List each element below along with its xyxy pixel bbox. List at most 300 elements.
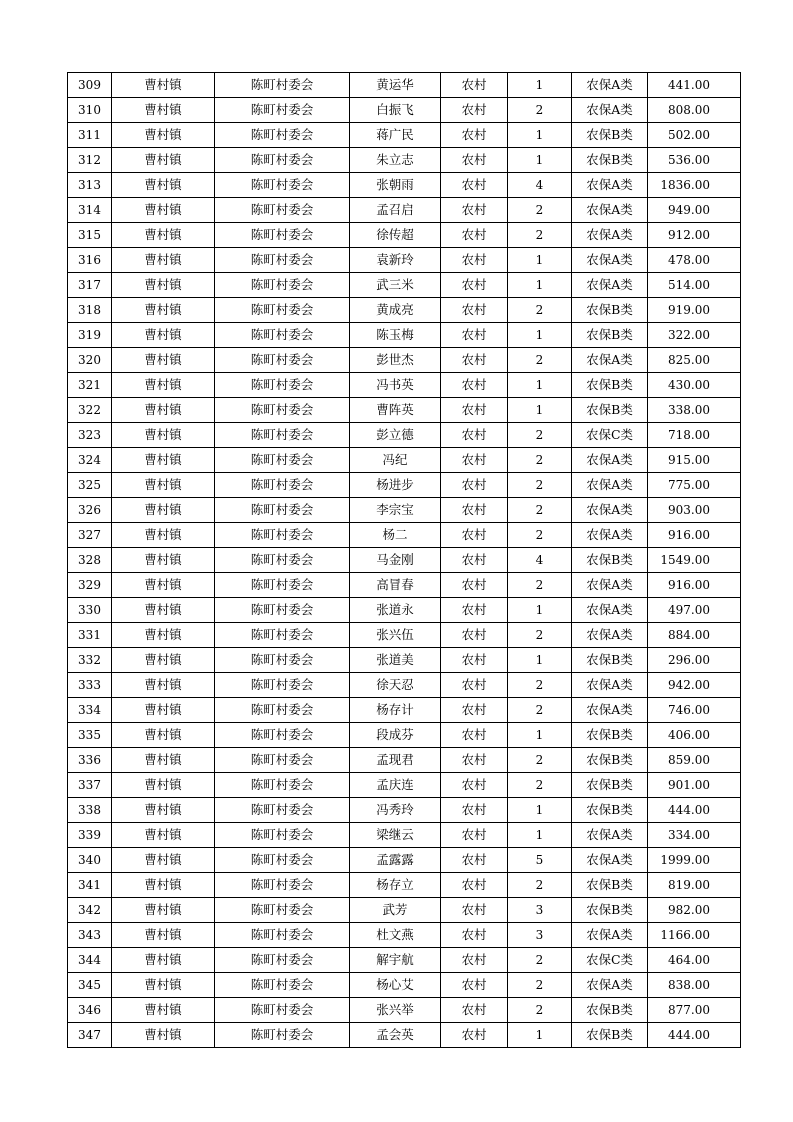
insurance-category-cell: 农保A类 — [572, 823, 648, 848]
recipient-name-cell: 孟现君 — [350, 748, 441, 773]
table-row — [68, 348, 741, 373]
recipient-name-cell: 孟会英 — [350, 1023, 441, 1048]
insurance-category-cell: 农保A类 — [572, 698, 648, 723]
household-size-cell: 2 — [508, 448, 572, 473]
row-number-cell: 314 — [68, 198, 112, 223]
insurance-category-cell: 农保B类 — [572, 373, 648, 398]
recipient-name-cell: 陈玉梅 — [350, 323, 441, 348]
recipient-name-cell: 黄运华 — [350, 73, 441, 98]
row-number-cell: 309 — [68, 73, 112, 98]
household-size-cell: 2 — [508, 198, 572, 223]
household-type-cell: 农村 — [441, 898, 508, 923]
table-row — [68, 948, 741, 973]
township-cell: 曹村镇 — [112, 73, 215, 98]
row-number-cell: 310 — [68, 98, 112, 123]
table-row — [68, 848, 741, 873]
row-number-cell: 331 — [68, 623, 112, 648]
amount-cell: 859.00 — [648, 748, 741, 773]
amount-cell: 478.00 — [648, 248, 741, 273]
amount-cell: 942.00 — [648, 673, 741, 698]
township-cell: 曹村镇 — [112, 448, 215, 473]
household-size-cell: 1 — [508, 73, 572, 98]
insurance-category-cell: 农保A类 — [572, 573, 648, 598]
township-cell: 曹村镇 — [112, 723, 215, 748]
insurance-category-cell: 农保A类 — [572, 473, 648, 498]
amount-cell: 322.00 — [648, 323, 741, 348]
amount-cell: 903.00 — [648, 498, 741, 523]
township-cell: 曹村镇 — [112, 773, 215, 798]
household-type-cell: 农村 — [441, 648, 508, 673]
insurance-category-cell: 农保A类 — [572, 198, 648, 223]
insurance-category-cell: 农保A类 — [572, 923, 648, 948]
household-type-cell: 农村 — [441, 473, 508, 498]
household-type-cell: 农村 — [441, 98, 508, 123]
table-row — [68, 573, 741, 598]
recipient-name-cell: 徐传超 — [350, 223, 441, 248]
insurance-category-cell: 农保B类 — [572, 148, 648, 173]
village-committee-cell: 陈町村委会 — [215, 398, 350, 423]
township-cell: 曹村镇 — [112, 598, 215, 623]
row-number-cell: 326 — [68, 498, 112, 523]
household-size-cell: 2 — [508, 948, 572, 973]
recipient-name-cell: 武三米 — [350, 273, 441, 298]
table-row — [68, 598, 741, 623]
row-number-cell: 347 — [68, 1023, 112, 1048]
row-number-cell: 316 — [68, 248, 112, 273]
township-cell: 曹村镇 — [112, 148, 215, 173]
amount-cell: 464.00 — [648, 948, 741, 973]
recipient-name-cell: 孟召启 — [350, 198, 441, 223]
village-committee-cell: 陈町村委会 — [215, 548, 350, 573]
recipient-name-cell: 冯秀玲 — [350, 798, 441, 823]
insurance-category-cell: 农保B类 — [572, 298, 648, 323]
village-committee-cell: 陈町村委会 — [215, 173, 350, 198]
amount-cell: 430.00 — [648, 373, 741, 398]
amount-cell: 1549.00 — [648, 548, 741, 573]
row-number-cell: 318 — [68, 298, 112, 323]
insurance-category-cell: 农保A类 — [572, 498, 648, 523]
relief-roster-table — [67, 72, 741, 1048]
insurance-category-cell: 农保B类 — [572, 798, 648, 823]
village-committee-cell: 陈町村委会 — [215, 673, 350, 698]
household-type-cell: 农村 — [441, 698, 508, 723]
household-type-cell: 农村 — [441, 298, 508, 323]
amount-cell: 901.00 — [648, 773, 741, 798]
household-type-cell: 农村 — [441, 973, 508, 998]
insurance-category-cell: 农保B类 — [572, 873, 648, 898]
table-row — [68, 798, 741, 823]
row-number-cell: 323 — [68, 423, 112, 448]
village-committee-cell: 陈町村委会 — [215, 273, 350, 298]
village-committee-cell: 陈町村委会 — [215, 948, 350, 973]
household-size-cell: 3 — [508, 923, 572, 948]
village-committee-cell: 陈町村委会 — [215, 598, 350, 623]
row-number-cell: 324 — [68, 448, 112, 473]
township-cell: 曹村镇 — [112, 648, 215, 673]
insurance-category-cell: 农保A类 — [572, 73, 648, 98]
table-row — [68, 323, 741, 348]
insurance-category-cell: 农保A类 — [572, 448, 648, 473]
household-size-cell: 1 — [508, 323, 572, 348]
village-committee-cell: 陈町村委会 — [215, 323, 350, 348]
household-size-cell: 1 — [508, 273, 572, 298]
household-size-cell: 2 — [508, 998, 572, 1023]
table-row — [68, 173, 741, 198]
recipient-name-cell: 冯纪 — [350, 448, 441, 473]
recipient-name-cell: 蒋广民 — [350, 123, 441, 148]
village-committee-cell: 陈町村委会 — [215, 348, 350, 373]
household-size-cell: 1 — [508, 823, 572, 848]
table-row — [68, 723, 741, 748]
row-number-cell: 344 — [68, 948, 112, 973]
amount-cell: 838.00 — [648, 973, 741, 998]
household-type-cell: 农村 — [441, 523, 508, 548]
insurance-category-cell: 农保C类 — [572, 948, 648, 973]
township-cell: 曹村镇 — [112, 1023, 215, 1048]
village-committee-cell: 陈町村委会 — [215, 198, 350, 223]
township-cell: 曹村镇 — [112, 523, 215, 548]
insurance-category-cell: 农保C类 — [572, 423, 648, 448]
household-type-cell: 农村 — [441, 948, 508, 973]
insurance-category-cell: 农保A类 — [572, 273, 648, 298]
household-size-cell: 2 — [508, 523, 572, 548]
village-committee-cell: 陈町村委会 — [215, 298, 350, 323]
township-cell: 曹村镇 — [112, 798, 215, 823]
household-size-cell: 1 — [508, 798, 572, 823]
household-type-cell: 农村 — [441, 198, 508, 223]
amount-cell: 775.00 — [648, 473, 741, 498]
recipient-name-cell: 彭世杰 — [350, 348, 441, 373]
row-number-cell: 334 — [68, 698, 112, 723]
recipient-name-cell: 冯书英 — [350, 373, 441, 398]
village-committee-cell: 陈町村委会 — [215, 923, 350, 948]
table-row — [68, 298, 741, 323]
township-cell: 曹村镇 — [112, 623, 215, 648]
amount-cell: 746.00 — [648, 698, 741, 723]
table-row — [68, 223, 741, 248]
household-type-cell: 农村 — [441, 823, 508, 848]
row-number-cell: 346 — [68, 998, 112, 1023]
township-cell: 曹村镇 — [112, 123, 215, 148]
recipient-name-cell: 朱立志 — [350, 148, 441, 173]
table-row — [68, 498, 741, 523]
village-committee-cell: 陈町村委会 — [215, 573, 350, 598]
recipient-name-cell: 杨存计 — [350, 698, 441, 723]
table-row — [68, 448, 741, 473]
village-committee-cell: 陈町村委会 — [215, 223, 350, 248]
amount-cell: 718.00 — [648, 423, 741, 448]
household-type-cell: 农村 — [441, 273, 508, 298]
amount-cell: 884.00 — [648, 623, 741, 648]
township-cell: 曹村镇 — [112, 98, 215, 123]
table-row — [68, 898, 741, 923]
row-number-cell: 332 — [68, 648, 112, 673]
township-cell: 曹村镇 — [112, 573, 215, 598]
village-committee-cell: 陈町村委会 — [215, 848, 350, 873]
table-row — [68, 273, 741, 298]
household-type-cell: 农村 — [441, 223, 508, 248]
row-number-cell: 339 — [68, 823, 112, 848]
insurance-category-cell: 农保B类 — [572, 548, 648, 573]
recipient-name-cell: 白振飞 — [350, 98, 441, 123]
table-row — [68, 548, 741, 573]
household-type-cell: 农村 — [441, 398, 508, 423]
township-cell: 曹村镇 — [112, 473, 215, 498]
row-number-cell: 337 — [68, 773, 112, 798]
table-row — [68, 98, 741, 123]
household-size-cell: 2 — [508, 423, 572, 448]
row-number-cell: 320 — [68, 348, 112, 373]
table-row — [68, 998, 741, 1023]
village-committee-cell: 陈町村委会 — [215, 748, 350, 773]
row-number-cell: 338 — [68, 798, 112, 823]
amount-cell: 444.00 — [648, 798, 741, 823]
recipient-name-cell: 杜文燕 — [350, 923, 441, 948]
household-size-cell: 2 — [508, 298, 572, 323]
row-number-cell: 341 — [68, 873, 112, 898]
insurance-category-cell: 农保A类 — [572, 848, 648, 873]
amount-cell: 916.00 — [648, 523, 741, 548]
row-number-cell: 343 — [68, 923, 112, 948]
township-cell: 曹村镇 — [112, 348, 215, 373]
table-row — [68, 523, 741, 548]
insurance-category-cell: 农保A类 — [572, 598, 648, 623]
village-committee-cell: 陈町村委会 — [215, 773, 350, 798]
household-size-cell: 4 — [508, 173, 572, 198]
recipient-name-cell: 解宇航 — [350, 948, 441, 973]
household-size-cell: 2 — [508, 98, 572, 123]
table-body — [68, 73, 741, 1048]
row-number-cell: 340 — [68, 848, 112, 873]
recipient-name-cell: 曹阵英 — [350, 398, 441, 423]
table-row — [68, 773, 741, 798]
household-size-cell: 2 — [508, 773, 572, 798]
household-size-cell: 1 — [508, 648, 572, 673]
household-size-cell: 1 — [508, 1023, 572, 1048]
household-type-cell: 农村 — [441, 798, 508, 823]
household-type-cell: 农村 — [441, 873, 508, 898]
insurance-category-cell: 农保A类 — [572, 623, 648, 648]
household-type-cell: 农村 — [441, 448, 508, 473]
insurance-category-cell: 农保B类 — [572, 998, 648, 1023]
household-type-cell: 农村 — [441, 848, 508, 873]
amount-cell: 338.00 — [648, 398, 741, 423]
recipient-name-cell: 杨心艾 — [350, 973, 441, 998]
table-row — [68, 623, 741, 648]
township-cell: 曹村镇 — [112, 823, 215, 848]
row-number-cell: 311 — [68, 123, 112, 148]
household-size-cell: 2 — [508, 623, 572, 648]
household-size-cell: 1 — [508, 598, 572, 623]
insurance-category-cell: 农保A类 — [572, 973, 648, 998]
amount-cell: 441.00 — [648, 73, 741, 98]
insurance-category-cell: 农保B类 — [572, 723, 648, 748]
table-row — [68, 673, 741, 698]
recipient-name-cell: 张兴伍 — [350, 623, 441, 648]
insurance-category-cell: 农保B类 — [572, 898, 648, 923]
table-row — [68, 373, 741, 398]
household-type-cell: 农村 — [441, 598, 508, 623]
table-row — [68, 973, 741, 998]
household-type-cell: 农村 — [441, 423, 508, 448]
row-number-cell: 336 — [68, 748, 112, 773]
township-cell: 曹村镇 — [112, 848, 215, 873]
household-size-cell: 2 — [508, 573, 572, 598]
insurance-category-cell: 农保A类 — [572, 248, 648, 273]
household-size-cell: 1 — [508, 723, 572, 748]
household-size-cell: 2 — [508, 748, 572, 773]
household-size-cell: 2 — [508, 498, 572, 523]
table-row — [68, 698, 741, 723]
township-cell: 曹村镇 — [112, 423, 215, 448]
village-committee-cell: 陈町村委会 — [215, 873, 350, 898]
household-size-cell: 2 — [508, 973, 572, 998]
insurance-category-cell: 农保B类 — [572, 748, 648, 773]
village-committee-cell: 陈町村委会 — [215, 698, 350, 723]
recipient-name-cell: 彭立德 — [350, 423, 441, 448]
village-committee-cell: 陈町村委会 — [215, 98, 350, 123]
township-cell: 曹村镇 — [112, 898, 215, 923]
table-row — [68, 873, 741, 898]
village-committee-cell: 陈町村委会 — [215, 448, 350, 473]
insurance-category-cell: 农保A类 — [572, 673, 648, 698]
household-size-cell: 2 — [508, 348, 572, 373]
row-number-cell: 333 — [68, 673, 112, 698]
row-number-cell: 327 — [68, 523, 112, 548]
amount-cell: 949.00 — [648, 198, 741, 223]
township-cell: 曹村镇 — [112, 748, 215, 773]
recipient-name-cell: 杨存立 — [350, 873, 441, 898]
recipient-name-cell: 李宗宝 — [350, 498, 441, 523]
table-row — [68, 648, 741, 673]
township-cell: 曹村镇 — [112, 923, 215, 948]
township-cell: 曹村镇 — [112, 548, 215, 573]
township-cell: 曹村镇 — [112, 948, 215, 973]
amount-cell: 912.00 — [648, 223, 741, 248]
insurance-category-cell: 农保B类 — [572, 323, 648, 348]
insurance-category-cell: 农保B类 — [572, 1023, 648, 1048]
recipient-name-cell: 徐天忍 — [350, 673, 441, 698]
household-size-cell: 2 — [508, 473, 572, 498]
household-size-cell: 2 — [508, 673, 572, 698]
township-cell: 曹村镇 — [112, 498, 215, 523]
recipient-name-cell: 张道永 — [350, 598, 441, 623]
insurance-category-cell: 农保A类 — [572, 523, 648, 548]
row-number-cell: 319 — [68, 323, 112, 348]
household-type-cell: 农村 — [441, 498, 508, 523]
row-number-cell: 330 — [68, 598, 112, 623]
row-number-cell: 312 — [68, 148, 112, 173]
recipient-name-cell: 高冒春 — [350, 573, 441, 598]
insurance-category-cell: 农保B类 — [572, 398, 648, 423]
village-committee-cell: 陈町村委会 — [215, 73, 350, 98]
amount-cell: 1999.00 — [648, 848, 741, 873]
table-row — [68, 123, 741, 148]
household-size-cell: 4 — [508, 548, 572, 573]
amount-cell: 915.00 — [648, 448, 741, 473]
amount-cell: 825.00 — [648, 348, 741, 373]
recipient-name-cell: 马金刚 — [350, 548, 441, 573]
table-row — [68, 923, 741, 948]
household-type-cell: 农村 — [441, 173, 508, 198]
amount-cell: 497.00 — [648, 598, 741, 623]
household-type-cell: 农村 — [441, 248, 508, 273]
village-committee-cell: 陈町村委会 — [215, 823, 350, 848]
recipient-name-cell: 段成芬 — [350, 723, 441, 748]
household-size-cell: 2 — [508, 223, 572, 248]
household-type-cell: 农村 — [441, 348, 508, 373]
amount-cell: 502.00 — [648, 123, 741, 148]
household-type-cell: 农村 — [441, 323, 508, 348]
amount-cell: 819.00 — [648, 873, 741, 898]
village-committee-cell: 陈町村委会 — [215, 473, 350, 498]
household-size-cell: 1 — [508, 398, 572, 423]
row-number-cell: 322 — [68, 398, 112, 423]
household-size-cell: 1 — [508, 148, 572, 173]
row-number-cell: 325 — [68, 473, 112, 498]
row-number-cell: 315 — [68, 223, 112, 248]
township-cell: 曹村镇 — [112, 398, 215, 423]
township-cell: 曹村镇 — [112, 873, 215, 898]
village-committee-cell: 陈町村委会 — [215, 998, 350, 1023]
amount-cell: 536.00 — [648, 148, 741, 173]
table-row — [68, 473, 741, 498]
amount-cell: 808.00 — [648, 98, 741, 123]
village-committee-cell: 陈町村委会 — [215, 523, 350, 548]
recipient-name-cell: 杨进步 — [350, 473, 441, 498]
household-type-cell: 农村 — [441, 373, 508, 398]
village-committee-cell: 陈町村委会 — [215, 798, 350, 823]
household-type-cell: 农村 — [441, 548, 508, 573]
township-cell: 曹村镇 — [112, 973, 215, 998]
row-number-cell: 345 — [68, 973, 112, 998]
insurance-category-cell: 农保A类 — [572, 173, 648, 198]
table-row — [68, 198, 741, 223]
household-type-cell: 农村 — [441, 773, 508, 798]
household-type-cell: 农村 — [441, 998, 508, 1023]
village-committee-cell: 陈町村委会 — [215, 248, 350, 273]
amount-cell: 982.00 — [648, 898, 741, 923]
household-type-cell: 农村 — [441, 123, 508, 148]
amount-cell: 916.00 — [648, 573, 741, 598]
village-committee-cell: 陈町村委会 — [215, 423, 350, 448]
table-row — [68, 423, 741, 448]
village-committee-cell: 陈町村委会 — [215, 898, 350, 923]
village-committee-cell: 陈町村委会 — [215, 498, 350, 523]
amount-cell: 296.00 — [648, 648, 741, 673]
row-number-cell: 335 — [68, 723, 112, 748]
household-type-cell: 农村 — [441, 923, 508, 948]
recipient-name-cell: 孟露露 — [350, 848, 441, 873]
household-size-cell: 1 — [508, 123, 572, 148]
row-number-cell: 317 — [68, 273, 112, 298]
village-committee-cell: 陈町村委会 — [215, 973, 350, 998]
household-type-cell: 农村 — [441, 1023, 508, 1048]
township-cell: 曹村镇 — [112, 673, 215, 698]
row-number-cell: 321 — [68, 373, 112, 398]
township-cell: 曹村镇 — [112, 698, 215, 723]
household-type-cell: 农村 — [441, 723, 508, 748]
household-size-cell: 3 — [508, 898, 572, 923]
recipient-name-cell: 张兴举 — [350, 998, 441, 1023]
household-type-cell: 农村 — [441, 623, 508, 648]
amount-cell: 1836.00 — [648, 173, 741, 198]
row-number-cell: 328 — [68, 548, 112, 573]
township-cell: 曹村镇 — [112, 223, 215, 248]
household-size-cell: 1 — [508, 373, 572, 398]
table-row — [68, 148, 741, 173]
household-type-cell: 农村 — [441, 148, 508, 173]
